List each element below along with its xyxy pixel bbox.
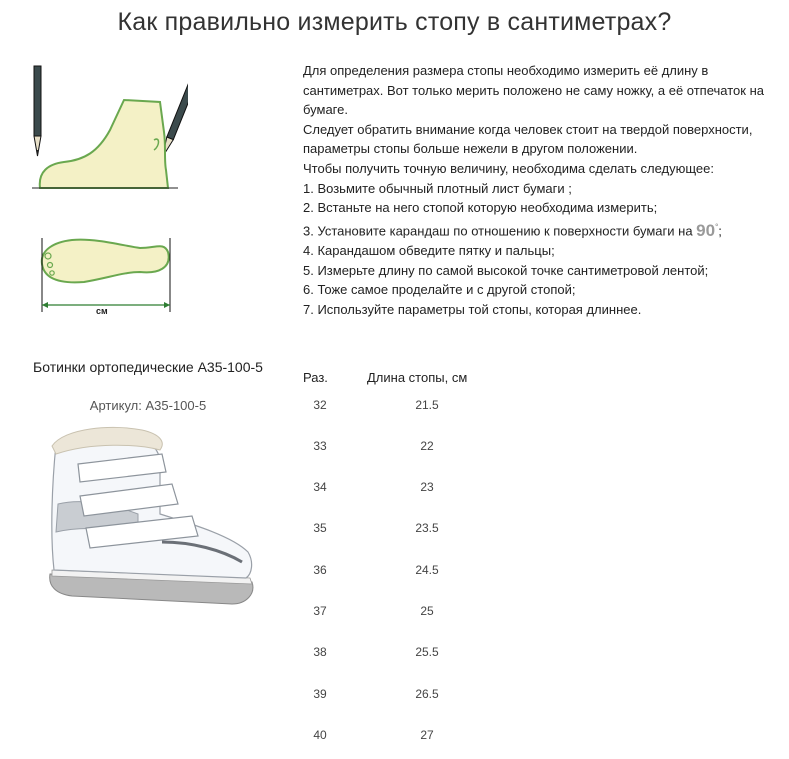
size-cell: 36	[313, 563, 327, 577]
product-sku: Артикул: А35-100-5	[89, 398, 207, 413]
length-cell: 21.5	[415, 398, 439, 412]
length-column-header: Длина стопы, см	[367, 370, 468, 385]
table-row	[303, 439, 503, 459]
product-boot-image[interactable]	[42, 424, 262, 614]
table-row	[303, 728, 503, 748]
instruction-step: 5. Измерьте длину по самой высокой точке сантиметровой лентой;	[303, 262, 709, 278]
pencil-left-icon	[34, 66, 41, 156]
table-row	[303, 480, 503, 500]
length-cell: 26.5	[415, 687, 439, 701]
product-name[interactable]: Ботинки ортопедические А35-100-5	[33, 359, 263, 375]
instruction-step: 4. Карандашом обведите пятку и пальцы;	[303, 243, 555, 258]
table-row	[303, 563, 503, 583]
table-row	[303, 604, 503, 624]
size-cell: 39	[313, 687, 327, 701]
size-cell: 38	[313, 645, 327, 659]
instruction-step: 7. Используйте параметры той стопы, которая длиннее.	[303, 301, 642, 317]
size-cell: 34	[313, 480, 327, 494]
size-cell: 35	[313, 521, 327, 535]
instruction-step: 2. Встаньте на него стопой которую необходима измерить;	[303, 200, 658, 216]
size-cell: 32	[313, 398, 327, 412]
foot-measure-illustration	[28, 60, 188, 320]
instruction-step: 3. Установите карандаш по отношению к поверхности бумаги на 90°;	[303, 221, 722, 241]
length-cell: 25.5	[415, 645, 439, 659]
length-cell: 23.5	[415, 521, 439, 535]
table-row	[303, 645, 503, 665]
instruction-step: 6. Тоже самое проделайте и с другой стопой;	[303, 282, 576, 298]
angle-badge: 90°	[696, 221, 719, 241]
footprint-icon	[42, 240, 169, 283]
size-cell: 37	[313, 604, 327, 618]
length-cell: 22	[420, 439, 434, 453]
instruction-step: 1. Возьмите обычный плотный лист бумаги ;	[303, 180, 572, 196]
length-cell: 25	[420, 604, 434, 618]
instruction-paragraph: Чтобы получить точную величину, необходима сделать следующее:	[303, 160, 714, 176]
length-cell: 24.5	[415, 563, 439, 577]
table-row	[303, 687, 503, 707]
length-cell: 27	[420, 728, 434, 742]
size-column-header: Раз.	[303, 370, 328, 385]
table-row	[303, 398, 503, 418]
size-cell: 33	[313, 439, 327, 453]
foot-side-icon	[40, 100, 168, 188]
page-title: Как правильно измерить стопу в сантиметрах?	[117, 8, 672, 36]
footprint-cm-label: см	[96, 306, 108, 316]
instruction-paragraph: Следует обратить внимание когда человек стоит на твердой поверхности, параметры стопы больше нежели в другом положении.	[303, 121, 753, 157]
length-cell: 23	[420, 480, 434, 494]
instruction-paragraph: Для определения размера стопы необходимо измерить её длину в сантиметрах. Вот только мерить положено не саму ножку, а её отпечаток на бумаге.	[303, 63, 764, 118]
size-cell: 40	[313, 728, 327, 742]
table-row	[303, 521, 503, 541]
instructions	[303, 61, 783, 319]
